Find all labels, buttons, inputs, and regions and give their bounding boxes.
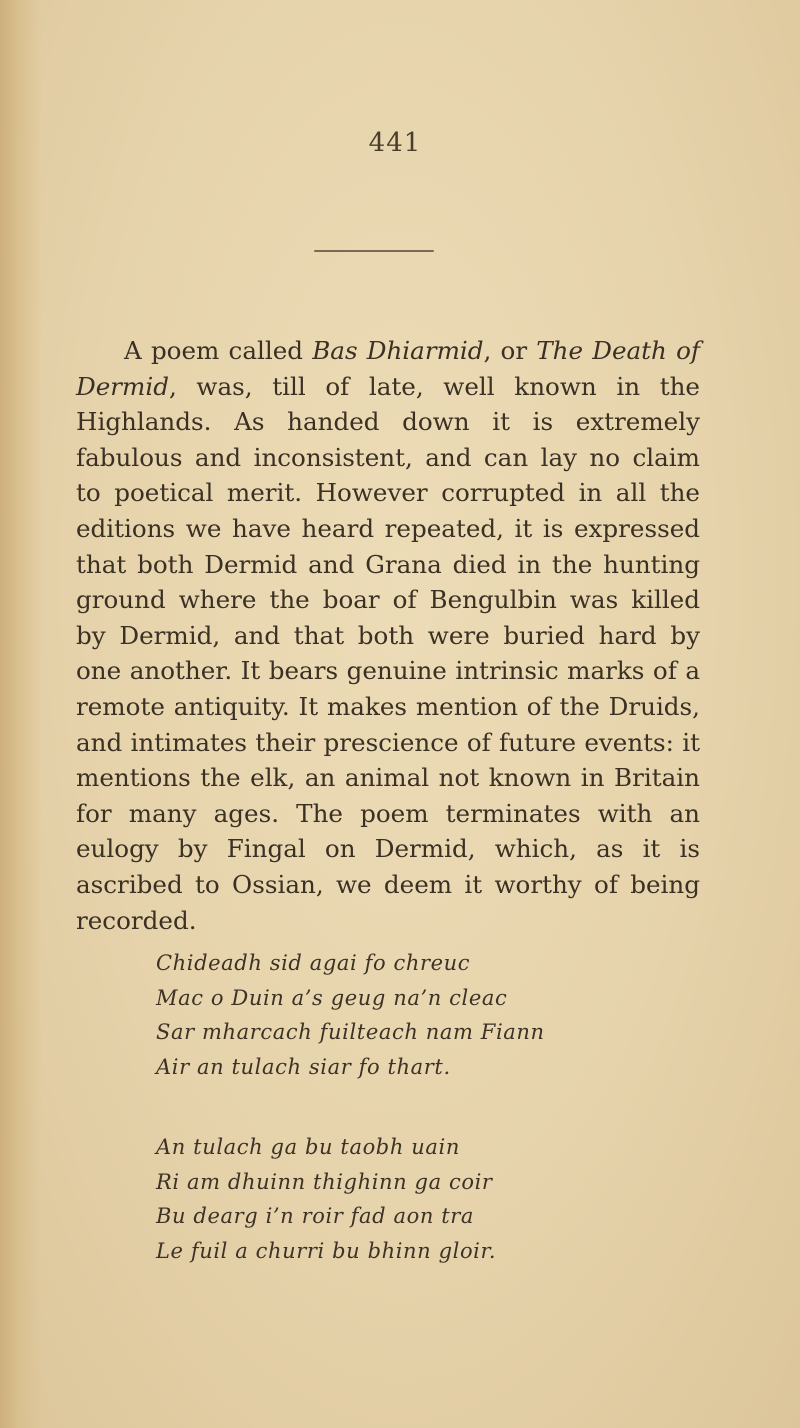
- poem-line: Ri am dhuinn thighinn ga coir: [156, 1169, 493, 1194]
- prose-segment: , was, till of late, well known in the Highlands. As handed down it is extremely fabulous and inconsistent, and can lay no claim to poetical merit. However corrupted in all the editions we have heard repeated, it is expressed that both Dermid and Grana died in the hunting ground where the boar of Bengulbin was killed by Dermid, and that both were buried hard by one another. It bears genuine intrinsic marks of a remote antiquity. It makes mention of the Druids, and intimates their prescience of future events: it mentions the elk, an animal not known in Britain for many ages. The poem terminates with an eulogy by Fingal on Dermid, which, as it is ascribed to Ossian, we deem it worthy of being recorded.: [76, 371, 700, 935]
- poem-line: Mac o Duin a’s geug na’n cleac: [156, 985, 508, 1010]
- poem-line: Sar mharcach fuilteach nam Fiann: [156, 1020, 545, 1044]
- poem-line: Chideadh sid agai fo chreuc: [156, 951, 471, 975]
- poem-stanza: [156, 946, 596, 1084]
- poem-line: Bu dearg i’n roir fad aon tra: [156, 1204, 475, 1228]
- poem-line: Air an tulach siar fo thart.: [156, 1054, 451, 1079]
- poem-line: An tulach ga bu taobh uain: [156, 1135, 460, 1159]
- page-binding-edge: [0, 0, 42, 1428]
- poem-line: Le fuil a churri bu bhinn gloir.: [156, 1238, 497, 1263]
- section-divider: [314, 250, 434, 252]
- prose-title-gaelic: Bas Dhiarmid: [312, 336, 484, 365]
- prose-segment: A poem called: [124, 336, 313, 365]
- prose-segment: , or: [483, 336, 537, 365]
- poem-stanza: [156, 1130, 596, 1268]
- prose-title-english: The Death of Dermid: [76, 336, 700, 401]
- prose-paragraph: [76, 333, 700, 938]
- page-number: 441: [368, 128, 422, 158]
